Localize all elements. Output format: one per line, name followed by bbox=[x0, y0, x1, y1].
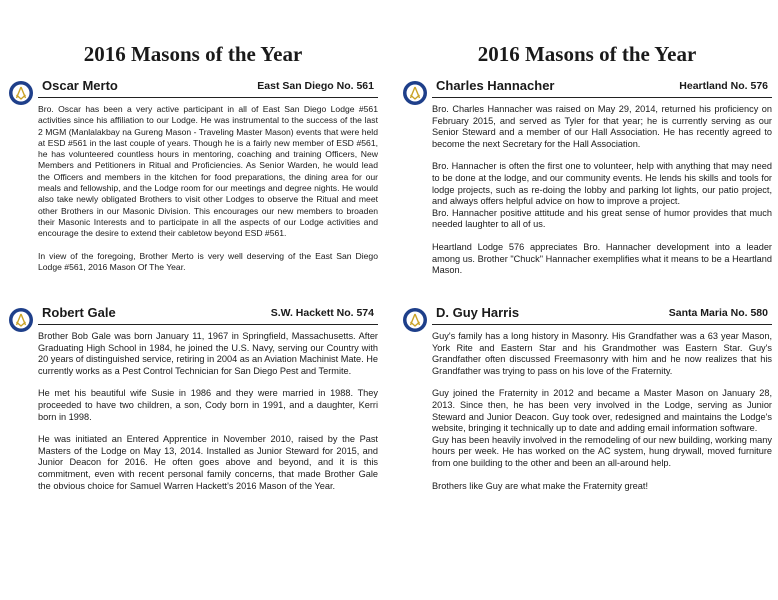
profile-paragraph: He was initiated an Entered Apprentice in November 2010, raised by the Past Masters of the Lodge on May 13, 2014. Installed as Junior Steward for 2015, and Junior Deacon for 2016. He often goes above and beyond, and it is this commitment, even with recent personal family concerns, that made Brother Gale the obvious choice for Samuel Warren Hackett's 2016 Mason of the Year. bbox=[38, 434, 378, 491]
page-title: 2016 Masons of the Year bbox=[477, 42, 697, 66]
profile-body bbox=[432, 331, 772, 492]
profile-paragraph: Bro. Hannacher is often the first one to volunteer, help with anything that may need to be done at the lodge, and our community events. He lends his skills and tools for lodge projects, such as re-doing the lobby and parking lot lights, our patio project, and always offers helpful advice on how to improve a project. bbox=[432, 161, 772, 207]
profile-header bbox=[38, 76, 378, 98]
square-compass-emblem-icon bbox=[8, 80, 34, 106]
profile-paragraph: Bro. Oscar has been a very active participant in all of East San Diego Lodge #561 activities since his affiliation to our Lodge. He was instrumental to the success of the last 2 MGM (Manlalakbay na Gureng Mason - Traveling Master Mason) events that were held at ESD #561 in the last couple of years. Though he is a fairly new member of ESD #561, he has volunteered countless hours in mentoring, coaching and training Officers, New Members and Petitioners in Ritual and Proficiencies. As Senior Warden, he would lead the Officers and members in the kitchen for food preparations, the dining area for our meals and fellowship, and the Lodge room for our meetings and degree nights. He would also take newly obligated Brothers to visit other Lodges to observe the Ritual and meet other Brothers in our Masonic Division. This encourages our new members to broaden their Masonic Interests and to participate in all the aspects of our Lodge activities and encourage the desire to extend their cabletow beyond ESD #561. bbox=[38, 104, 378, 239]
profile-header bbox=[38, 303, 378, 325]
profile-paragraph: He met his beautiful wife Susie in 1986 and they were married in 1988. They proceeded to have two children, a son, Cody born in 1991, and a daughter, Kerri born in 1998. bbox=[38, 388, 378, 422]
profile-lodge: Heartland No. 576 bbox=[679, 80, 768, 92]
profile-name: Robert Gale bbox=[42, 305, 116, 320]
profile-body bbox=[38, 331, 378, 492]
square-compass-emblem-icon bbox=[8, 307, 34, 333]
profile-paragraph: Guy has been heavily involved in the remodeling of our new building, working many hours per week. He has worked on the AC system, hung drywall, moved furniture from one building to the other and been an all-around help. bbox=[432, 434, 772, 468]
profile-paragraph: In view of the foregoing, Brother Merto is very well deserving of the East San Diego Lodge #561, 2016 Mason Of The Year. bbox=[38, 250, 378, 272]
profile-name: D. Guy Harris bbox=[436, 305, 520, 320]
profile-paragraph: Bro. Hannacher positive attitude and his great sense of humor provides that much needed laughter to all of us. bbox=[432, 207, 772, 230]
profile-lodge: S.W. Hackett No. 574 bbox=[270, 307, 374, 319]
profile-header bbox=[432, 303, 772, 325]
profile-body bbox=[38, 104, 378, 273]
profile-name: Charles Hannacher bbox=[436, 78, 555, 93]
profile-name: Oscar Merto bbox=[42, 78, 118, 93]
square-compass-emblem-icon bbox=[402, 80, 428, 106]
profile-header bbox=[432, 76, 772, 98]
square-compass-emblem-icon bbox=[402, 307, 428, 333]
profile-paragraph: Brother Bob Gale was born January 11, 1967 in Springfield, Massachusetts. After Graduating High School in 1984, he joined the U.S. Navy, serving our Country with 20 years of distinguished service, retiring in 2004 as an Aviation Machinist Mate. He currently works as a Pest Control Technician for San Diego Pest and Termite. bbox=[38, 331, 378, 376]
profile-lodge: East San Diego No. 561 bbox=[257, 80, 374, 92]
profile-paragraph: Heartland Lodge 576 appreciates Bro. Hannacher development into a leader among us. Brother "Chuck" Hannacher exemplifies what it means to be a Heartland Mason. bbox=[432, 241, 772, 276]
profile-lodge: Santa Maria No. 580 bbox=[668, 307, 768, 319]
page-title: 2016 Masons of the Year bbox=[83, 42, 303, 66]
profile-body bbox=[432, 104, 772, 277]
profile-paragraph: Guy's family has a long history in Masonry. His Grandfather was a 63 year Mason, York Rite and Eastern Star and his Grandmother was Eastern Star. Guy's Grandfather often discussed Freemasonry with him and he now realizes that his Grandfather was trying to pass on his love of the Fraternity. bbox=[432, 331, 772, 376]
profile-paragraph: Bro. Charles Hannacher was raised on May 29, 2014, returned his proficiency on February 2015, and served as Tyler for that year; he is currently serving as our Senior Steward and a member of our Hall Association. He has recently agreed to become the next Secretary for the Hall Association. bbox=[432, 104, 772, 149]
profile-paragraph: Brothers like Guy are what make the Fraternity great! bbox=[432, 480, 648, 491]
profile-paragraph: Guy joined the Fraternity in 2012 and became a Master Mason on January 28, 2013. Since then, he has been very involved in the Lodge, serving as Junior Steward and Junior Deacon. Guy took over, redesigned and maintains the Lodge's website, bringing it technically up to date and adding email information software. bbox=[432, 388, 772, 434]
